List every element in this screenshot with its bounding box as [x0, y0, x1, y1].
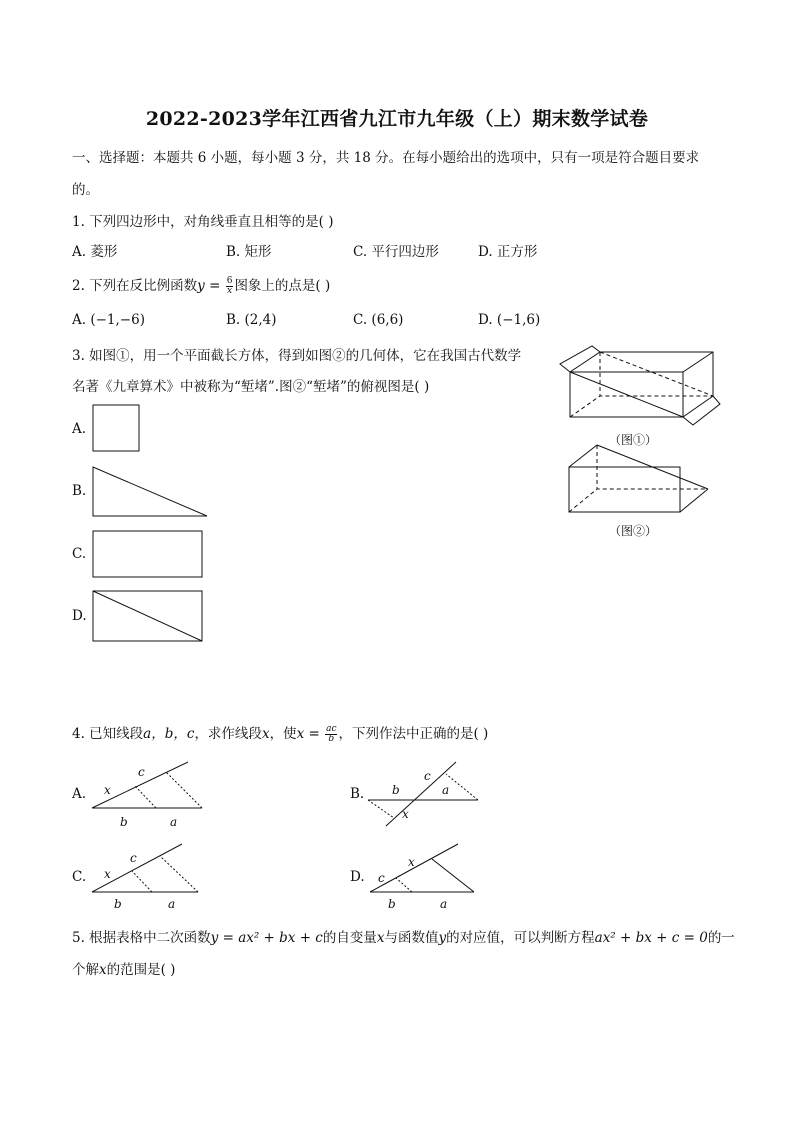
- q4-vars: a，b，c: [143, 726, 195, 742]
- q4-frac-den: b: [328, 734, 335, 744]
- q5-stem-line2: [72, 958, 175, 978]
- q1-option-c[interactable]: C. 平行四边形: [353, 244, 439, 260]
- q3-figure1-cuboid: [558, 344, 723, 426]
- q5-var-y: y: [438, 930, 447, 946]
- q4-b-dotted-2: [446, 774, 478, 800]
- q3-option-c-label[interactable]: C.: [72, 546, 87, 562]
- q4-stem: [72, 722, 488, 744]
- q4-b-label-x: x: [402, 807, 409, 821]
- q4-a-label-x: x: [104, 783, 111, 797]
- q4-b-dotted-1: [368, 800, 394, 818]
- q5-stem-line1: [72, 926, 735, 946]
- qiandu-right-edge: [680, 489, 708, 512]
- q2-func-lhs: y =: [197, 278, 225, 294]
- q3-d-diagonal: [93, 591, 202, 641]
- q4-option-c-label[interactable]: C.: [72, 869, 87, 885]
- cut-plane-hidden-diagonal: [600, 352, 713, 396]
- cuboid-top-back-edges: [570, 352, 713, 417]
- section-heading-line2: 的。: [72, 182, 99, 198]
- q4-d-dotted: [396, 878, 412, 892]
- cuboid-hidden-edges: [570, 396, 713, 417]
- q3-option-d-label[interactable]: D.: [72, 608, 87, 624]
- q3-stem-line2: 名著《九章算术》中被称为“堑堵”.图②“堑堵”的俯视图是( ): [72, 379, 430, 395]
- q4-c-dotted-1: [132, 871, 152, 892]
- q3-stem-line1: 3. 如图①，用一个平面截长方体，得到如图②的几何体，它在我国古代数学: [72, 348, 522, 364]
- section-heading-line1: 一、选择题：本题共 6 小题，每小题 3 分，共 18 分。在每小题给出的选项中，只有一项是符合题目要求: [72, 150, 700, 166]
- q2-frac-den: x: [227, 286, 233, 296]
- q4-stem-before: 4. 已知线段: [72, 726, 144, 742]
- q3-a-square: [93, 405, 139, 451]
- q4-option-a-figure[interactable]: [90, 758, 210, 830]
- q4-option-b-label[interactable]: B.: [350, 786, 365, 802]
- q2-stem: [72, 274, 330, 296]
- q4-stem-mid: ，求作线段: [194, 726, 262, 742]
- q4-fraction: [325, 725, 337, 744]
- q5-stem-1a: 5. 根据表格中二次函数: [72, 930, 211, 946]
- q4-option-c-figure[interactable]: [90, 842, 206, 912]
- q2-option-d[interactable]: D. (−1,6): [478, 312, 541, 328]
- q3-option-a-figure[interactable]: [92, 404, 142, 454]
- q4-option-b-figure[interactable]: [366, 760, 484, 828]
- q4-c-label-c: c: [130, 851, 137, 865]
- q2-options: [72, 312, 632, 332]
- q3-b-triangle: [93, 467, 207, 516]
- page-title: 2022-2023学年江西省九江市九年级（上）期末数学试卷: [145, 108, 649, 130]
- q4-frac-num: ac: [326, 724, 337, 734]
- q3-figure1-caption: （图①）: [609, 433, 658, 447]
- q5-var-x-2: x: [99, 962, 107, 978]
- q4-stem-after: ，下列作法中正确的是( ): [338, 726, 489, 742]
- q2-fraction: [226, 277, 234, 296]
- q5-stem-2a: 个解: [72, 962, 99, 978]
- q2-frac-num: 6: [226, 276, 233, 286]
- q5-stem-2b: 的范围是( ): [106, 962, 176, 978]
- q5-stem-1e: 的一: [707, 930, 735, 946]
- q4-a-label-a: a: [170, 815, 178, 829]
- q4-b-label-a: a: [442, 783, 450, 797]
- q1-option-a[interactable]: A. 菱形: [72, 244, 118, 260]
- q3-figure2-qiandu: [565, 443, 713, 515]
- qiandu-top-back-edge: [569, 445, 597, 467]
- q3-option-d-figure[interactable]: [92, 590, 206, 644]
- q2-option-a[interactable]: A. (−1,−6): [72, 312, 145, 328]
- q5-func: y = ax² + bx + c: [210, 930, 323, 946]
- q2-option-b[interactable]: B. (2,4): [226, 312, 277, 328]
- q4-d-label-c: c: [378, 871, 385, 885]
- q3-c-rectangle: [93, 531, 202, 577]
- q2-option-c[interactable]: C. (6,6): [353, 312, 404, 328]
- q2-stem-after: 图象上的点是( ): [234, 278, 331, 294]
- q3-option-c-figure[interactable]: [92, 530, 206, 580]
- q3-option-b-label[interactable]: B.: [72, 483, 87, 499]
- q4-var-x: x: [261, 726, 270, 742]
- q4-a-label-c: c: [138, 765, 145, 779]
- q4-eq-lhs: x =: [296, 726, 325, 742]
- q1-stem: 1. 下列四边形中，对角线垂直且相等的是( ): [72, 214, 334, 230]
- cut-plane-right-tab: [683, 396, 720, 425]
- q4-c-label-a: a: [168, 897, 176, 911]
- q4-option-d-figure[interactable]: [368, 842, 480, 912]
- cuboid-top-right-edge: [683, 352, 713, 372]
- qiandu-hidden-base: [569, 489, 708, 512]
- cut-plane-left-tab: [560, 346, 600, 372]
- q3-option-b-figure[interactable]: [92, 466, 210, 520]
- q5-equation: ax² + bx + c = 0: [594, 930, 708, 946]
- cut-plane-diagonal: [570, 372, 683, 417]
- q1-options: [72, 240, 632, 260]
- q4-c-label-b: b: [114, 897, 122, 911]
- q5-stem-1c: 与函数值: [384, 930, 439, 946]
- q5-stem-1b: 的自变量: [322, 930, 377, 946]
- q4-d-label-a: a: [440, 897, 448, 911]
- q1-option-b[interactable]: B. 矩形: [226, 244, 272, 260]
- q1-option-d[interactable]: D. 正方形: [478, 244, 538, 260]
- q5-stem-1d: 的对应值，可以判断方程: [446, 930, 595, 946]
- q4-b-label-c: c: [424, 769, 431, 783]
- q4-c-dotted-2: [160, 856, 198, 892]
- q4-a-label-b: b: [120, 815, 128, 829]
- q4-option-a-label[interactable]: A.: [72, 786, 87, 802]
- q3-figure2-caption: （图②）: [609, 524, 658, 538]
- q5-var-x: x: [376, 930, 385, 946]
- q4-d-label-x: x: [408, 855, 415, 869]
- q3-option-a-label[interactable]: A.: [72, 421, 87, 437]
- q4-d-solid-connector: [432, 859, 474, 892]
- q4-a-dotted-2: [166, 772, 202, 808]
- q4-c-label-x: x: [104, 867, 111, 881]
- q4-b-label-b: b: [392, 783, 400, 797]
- q4-a-dotted-1: [135, 786, 156, 808]
- q4-stem-mid2: ，使: [269, 726, 297, 742]
- q4-d-label-b: b: [388, 897, 396, 911]
- q4-option-d-label[interactable]: D.: [350, 869, 365, 885]
- q2-stem-before: 2. 下列在反比例函数: [72, 278, 198, 294]
